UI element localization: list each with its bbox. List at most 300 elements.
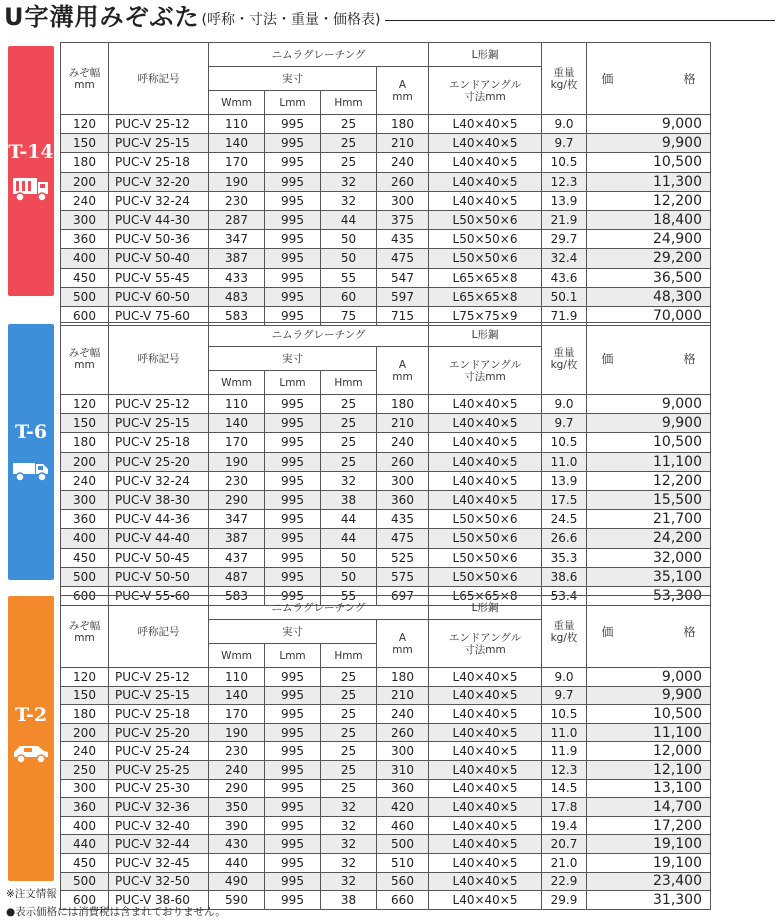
truck-icon [12, 175, 50, 203]
cell-w: 140 [209, 134, 265, 153]
cell-a: 300 [377, 191, 429, 210]
cell-price: 53,300 [587, 586, 711, 605]
cell-width: 450 [61, 268, 109, 287]
cell-angle: L40×40×5 [429, 134, 542, 153]
cell-w: 583 [209, 586, 265, 605]
cell-price: 24,200 [587, 529, 711, 548]
cell-price: 9,000 [587, 395, 711, 414]
cell-a: 260 [377, 172, 429, 191]
angle-title-header: L形鋼 [429, 596, 542, 620]
price-table [60, 42, 711, 326]
title-sub: (呼称・寸法・重量・価格表) [201, 12, 381, 28]
cell-width: 120 [61, 395, 109, 414]
cell-w: 170 [209, 433, 265, 452]
cell-model: PUC-V 75-60 [109, 306, 209, 325]
cell-h: 25 [321, 723, 377, 742]
table-row [61, 210, 711, 229]
cell-angle: L75×75×9 [429, 306, 542, 325]
col-width-header: みぞ幅 mm [61, 43, 109, 115]
cell-weight: 21.9 [542, 210, 587, 229]
cell-l: 995 [265, 452, 321, 471]
cell-price: 12,000 [587, 742, 711, 761]
grating-header: ニムラグレーチング [209, 323, 429, 347]
cell-price: 11,300 [587, 172, 711, 191]
cell-angle: L40×40×5 [429, 191, 542, 210]
cell-a: 500 [377, 835, 429, 854]
cell-a: 210 [377, 686, 429, 705]
truck-icon [12, 738, 50, 766]
cell-l: 995 [265, 471, 321, 490]
col-l-header: Lmm [265, 371, 321, 395]
cell-angle: L40×40×5 [429, 668, 542, 687]
col-h-header: Hmm [321, 644, 377, 668]
cell-w: 140 [209, 686, 265, 705]
cell-weight: 9.0 [542, 115, 587, 134]
cell-angle: L40×40×5 [429, 723, 542, 742]
cell-price: 10,500 [587, 433, 711, 452]
table-row [61, 686, 711, 705]
cell-h: 32 [321, 872, 377, 891]
table-row [61, 835, 711, 854]
cell-price: 9,000 [587, 115, 711, 134]
cell-width: 180 [61, 433, 109, 452]
cell-a: 475 [377, 249, 429, 268]
cell-w: 240 [209, 760, 265, 779]
cell-h: 25 [321, 134, 377, 153]
cell-h: 25 [321, 668, 377, 687]
cell-h: 25 [321, 433, 377, 452]
cell-width: 440 [61, 835, 109, 854]
cell-angle: L40×40×5 [429, 172, 542, 191]
cell-h: 25 [321, 705, 377, 724]
cell-l: 995 [265, 306, 321, 325]
cell-model: PUC-V 25-12 [109, 668, 209, 687]
cell-h: 32 [321, 172, 377, 191]
cell-weight: 43.6 [542, 268, 587, 287]
table-row [61, 268, 711, 287]
cell-w: 490 [209, 872, 265, 891]
cell-angle: L40×40×5 [429, 853, 542, 872]
table-row [61, 115, 711, 134]
table-row [61, 872, 711, 891]
table-row [61, 153, 711, 172]
cell-model: PUC-V 25-12 [109, 115, 209, 134]
cell-l: 995 [265, 668, 321, 687]
cell-price: 48,300 [587, 287, 711, 306]
cell-model: PUC-V 55-45 [109, 268, 209, 287]
cell-a: 240 [377, 705, 429, 724]
price-table [60, 322, 711, 606]
cell-weight: 20.7 [542, 835, 587, 854]
cell-price: 11,100 [587, 723, 711, 742]
cell-h: 32 [321, 853, 377, 872]
cell-h: 25 [321, 779, 377, 798]
cell-angle: L40×40×5 [429, 872, 542, 891]
cell-width: 500 [61, 872, 109, 891]
grating-header: ニムラグレーチング [209, 596, 429, 620]
cell-price: 24,900 [587, 230, 711, 249]
col-h-header: Hmm [321, 371, 377, 395]
actual-size-header: 実寸 [209, 347, 377, 371]
cell-h: 25 [321, 760, 377, 779]
cell-price: 36,500 [587, 268, 711, 287]
col-width-header: みぞ幅 mm [61, 596, 109, 668]
col-model-header: 呼称記号 [109, 596, 209, 668]
cell-width: 300 [61, 490, 109, 509]
cell-a: 597 [377, 287, 429, 306]
cell-price: 32,000 [587, 548, 711, 567]
cell-weight: 10.5 [542, 153, 587, 172]
cell-w: 287 [209, 210, 265, 229]
cell-l: 995 [265, 153, 321, 172]
cell-a: 300 [377, 742, 429, 761]
table-row [61, 287, 711, 306]
table-row [61, 510, 711, 529]
cell-h: 25 [321, 686, 377, 705]
cell-h: 32 [321, 835, 377, 854]
cell-price: 9,900 [587, 414, 711, 433]
cell-price: 12,200 [587, 471, 711, 490]
cell-w: 487 [209, 567, 265, 586]
cell-width: 200 [61, 172, 109, 191]
table-row [61, 414, 711, 433]
cell-model: PUC-V 44-36 [109, 510, 209, 529]
note-tax: ●表示価格には消費税は含まれておりません。 [6, 906, 226, 918]
cell-w: 583 [209, 306, 265, 325]
cell-weight: 10.5 [542, 705, 587, 724]
table-row [61, 742, 711, 761]
cell-model: PUC-V 25-15 [109, 134, 209, 153]
table-row [61, 529, 711, 548]
cell-w: 430 [209, 835, 265, 854]
table-row [61, 433, 711, 452]
cell-l: 995 [265, 510, 321, 529]
cell-width: 120 [61, 668, 109, 687]
cell-a: 420 [377, 798, 429, 817]
table-row [61, 490, 711, 509]
cell-l: 995 [265, 779, 321, 798]
cell-a: 475 [377, 529, 429, 548]
load-class-band [8, 46, 54, 296]
cell-w: 483 [209, 287, 265, 306]
cell-width: 360 [61, 510, 109, 529]
col-model-header: 呼称記号 [109, 43, 209, 115]
cell-w: 110 [209, 395, 265, 414]
col-w-header: Wmm [209, 371, 265, 395]
cell-angle: L40×40×5 [429, 490, 542, 509]
cell-l: 995 [265, 172, 321, 191]
cell-width: 400 [61, 816, 109, 835]
cell-angle: L40×40×5 [429, 816, 542, 835]
load-class-label: T-2 [14, 704, 48, 727]
cell-h: 25 [321, 414, 377, 433]
cell-w: 230 [209, 742, 265, 761]
cell-angle: L50×50×6 [429, 529, 542, 548]
cell-angle: L40×40×5 [429, 705, 542, 724]
col-angle-header: エンドアングル 寸法mm [429, 67, 542, 115]
note-title: ※注文情報 [6, 888, 57, 900]
cell-l: 995 [265, 835, 321, 854]
cell-weight: 22.9 [542, 872, 587, 891]
cell-width: 240 [61, 471, 109, 490]
cell-price: 31,300 [587, 891, 711, 910]
cell-model: PUC-V 50-40 [109, 249, 209, 268]
cell-a: 435 [377, 230, 429, 249]
cell-h: 25 [321, 395, 377, 414]
cell-angle: L40×40×5 [429, 760, 542, 779]
cell-width: 500 [61, 567, 109, 586]
cell-weight: 11.0 [542, 452, 587, 471]
cell-a: 240 [377, 153, 429, 172]
cell-model: PUC-V 25-18 [109, 153, 209, 172]
cell-w: 590 [209, 891, 265, 910]
cell-width: 150 [61, 134, 109, 153]
cell-a: 360 [377, 779, 429, 798]
cell-w: 190 [209, 723, 265, 742]
cell-l: 995 [265, 705, 321, 724]
cell-a: 260 [377, 452, 429, 471]
cell-angle: L50×50×6 [429, 567, 542, 586]
cell-model: PUC-V 50-36 [109, 230, 209, 249]
col-angle-header: エンドアングル 寸法mm [429, 620, 542, 668]
cell-a: 360 [377, 490, 429, 509]
cell-price: 19,100 [587, 835, 711, 854]
cell-angle: L40×40×5 [429, 891, 542, 910]
cell-l: 995 [265, 230, 321, 249]
cell-width: 600 [61, 306, 109, 325]
cell-model: PUC-V 32-24 [109, 471, 209, 490]
cell-h: 25 [321, 742, 377, 761]
cell-price: 35,100 [587, 567, 711, 586]
cell-h: 60 [321, 287, 377, 306]
cell-model: PUC-V 25-12 [109, 395, 209, 414]
cell-angle: L40×40×5 [429, 742, 542, 761]
cell-a: 310 [377, 760, 429, 779]
load-class-band [8, 596, 54, 881]
cell-h: 50 [321, 230, 377, 249]
cell-l: 995 [265, 891, 321, 910]
cell-width: 300 [61, 210, 109, 229]
title-main: U字溝用みぞぶた [4, 3, 200, 31]
cell-weight: 13.9 [542, 191, 587, 210]
cell-a: 210 [377, 414, 429, 433]
cell-angle: L40×40×5 [429, 779, 542, 798]
cell-angle: L50×50×6 [429, 249, 542, 268]
cell-angle: L40×40×5 [429, 153, 542, 172]
cell-angle: L40×40×5 [429, 452, 542, 471]
cell-a: 560 [377, 872, 429, 891]
cell-width: 400 [61, 249, 109, 268]
cell-l: 995 [265, 433, 321, 452]
load-class-label: T-14 [8, 141, 54, 163]
cell-weight: 35.3 [542, 548, 587, 567]
cell-width: 150 [61, 686, 109, 705]
col-a-header: A mm [377, 620, 429, 668]
cell-weight: 9.7 [542, 414, 587, 433]
cell-weight: 29.7 [542, 230, 587, 249]
cell-model: PUC-V 55-60 [109, 586, 209, 605]
cell-a: 210 [377, 134, 429, 153]
table-row [61, 798, 711, 817]
cell-width: 200 [61, 723, 109, 742]
table-row [61, 134, 711, 153]
col-price-header: 価 格 [587, 323, 711, 395]
cell-model: PUC-V 25-25 [109, 760, 209, 779]
cell-l: 995 [265, 191, 321, 210]
cell-l: 995 [265, 249, 321, 268]
cell-h: 32 [321, 191, 377, 210]
col-l-header: Lmm [265, 644, 321, 668]
cell-a: 300 [377, 471, 429, 490]
cell-width: 360 [61, 798, 109, 817]
cell-model: PUC-V 32-36 [109, 798, 209, 817]
cell-w: 170 [209, 705, 265, 724]
cell-h: 25 [321, 153, 377, 172]
angle-title-header: L形鋼 [429, 43, 542, 67]
cell-w: 290 [209, 490, 265, 509]
cell-w: 387 [209, 529, 265, 548]
cell-angle: L40×40×5 [429, 686, 542, 705]
cell-price: 15,500 [587, 490, 711, 509]
col-width-header: みぞ幅 mm [61, 323, 109, 395]
cell-a: 697 [377, 586, 429, 605]
cell-a: 525 [377, 548, 429, 567]
cell-price: 18,400 [587, 210, 711, 229]
cell-l: 995 [265, 414, 321, 433]
cell-angle: L40×40×5 [429, 433, 542, 452]
cell-model: PUC-V 25-18 [109, 433, 209, 452]
cell-angle: L50×50×6 [429, 230, 542, 249]
cell-weight: 21.0 [542, 853, 587, 872]
cell-w: 347 [209, 230, 265, 249]
page-title [4, 2, 380, 30]
cell-h: 38 [321, 891, 377, 910]
cell-width: 150 [61, 414, 109, 433]
cell-price: 29,200 [587, 249, 711, 268]
cell-a: 260 [377, 723, 429, 742]
cell-price: 12,200 [587, 191, 711, 210]
cell-angle: L50×50×6 [429, 210, 542, 229]
cell-angle: L65×65×8 [429, 287, 542, 306]
col-price-header: 価 格 [587, 596, 711, 668]
cell-w: 190 [209, 452, 265, 471]
cell-a: 180 [377, 668, 429, 687]
cell-angle: L50×50×6 [429, 548, 542, 567]
col-weight-header: 重量 kg/枚 [542, 596, 587, 668]
cell-w: 390 [209, 816, 265, 835]
cell-weight: 9.0 [542, 668, 587, 687]
cell-h: 25 [321, 115, 377, 134]
cell-l: 995 [265, 798, 321, 817]
cell-l: 995 [265, 287, 321, 306]
cell-l: 995 [265, 210, 321, 229]
cell-weight: 32.4 [542, 249, 587, 268]
title-rule [385, 20, 775, 21]
cell-weight: 10.5 [542, 433, 587, 452]
cell-l: 995 [265, 567, 321, 586]
cell-h: 32 [321, 798, 377, 817]
cell-model: PUC-V 32-50 [109, 872, 209, 891]
cell-w: 110 [209, 668, 265, 687]
table-row [61, 567, 711, 586]
cell-width: 200 [61, 452, 109, 471]
table-row [61, 723, 711, 742]
cell-w: 230 [209, 471, 265, 490]
cell-l: 995 [265, 586, 321, 605]
cell-weight: 14.5 [542, 779, 587, 798]
cell-a: 660 [377, 891, 429, 910]
table-row [61, 668, 711, 687]
cell-h: 55 [321, 268, 377, 287]
cell-price: 9,900 [587, 686, 711, 705]
cell-w: 170 [209, 153, 265, 172]
cell-weight: 9.0 [542, 395, 587, 414]
table-row [61, 853, 711, 872]
table-row [61, 705, 711, 724]
cell-model: PUC-V 25-15 [109, 686, 209, 705]
cell-width: 250 [61, 760, 109, 779]
cell-width: 120 [61, 115, 109, 134]
cell-h: 44 [321, 529, 377, 548]
cell-weight: 24.5 [542, 510, 587, 529]
col-w-header: Wmm [209, 644, 265, 668]
cell-model: PUC-V 25-15 [109, 414, 209, 433]
cell-weight: 53.4 [542, 586, 587, 605]
col-l-header: Lmm [265, 91, 321, 115]
cell-l: 995 [265, 490, 321, 509]
cell-width: 500 [61, 287, 109, 306]
table-row [61, 452, 711, 471]
grating-header: ニムラグレーチング [209, 43, 429, 67]
cell-model: PUC-V 38-30 [109, 490, 209, 509]
cell-w: 140 [209, 414, 265, 433]
cell-l: 995 [265, 816, 321, 835]
cell-angle: L40×40×5 [429, 835, 542, 854]
cell-model: PUC-V 25-20 [109, 452, 209, 471]
cell-price: 13,100 [587, 779, 711, 798]
table-row [61, 191, 711, 210]
cell-model: PUC-V 32-40 [109, 816, 209, 835]
cell-a: 435 [377, 510, 429, 529]
table-row [61, 395, 711, 414]
col-a-header: A mm [377, 67, 429, 115]
col-weight-header: 重量 kg/枚 [542, 323, 587, 395]
cell-angle: L40×40×5 [429, 414, 542, 433]
cell-a: 510 [377, 853, 429, 872]
actual-size-header: 実寸 [209, 67, 377, 91]
cell-a: 460 [377, 816, 429, 835]
cell-a: 375 [377, 210, 429, 229]
cell-weight: 9.7 [542, 134, 587, 153]
cell-model: PUC-V 25-24 [109, 742, 209, 761]
cell-l: 995 [265, 723, 321, 742]
cell-weight: 9.7 [542, 686, 587, 705]
cell-weight: 19.4 [542, 816, 587, 835]
cell-l: 995 [265, 760, 321, 779]
cell-w: 290 [209, 779, 265, 798]
cell-h: 50 [321, 548, 377, 567]
cell-width: 240 [61, 742, 109, 761]
table-row [61, 816, 711, 835]
cell-w: 350 [209, 798, 265, 817]
cell-weight: 11.0 [542, 723, 587, 742]
cell-weight: 13.9 [542, 471, 587, 490]
cell-model: PUC-V 25-18 [109, 705, 209, 724]
cell-price: 21,700 [587, 510, 711, 529]
cell-w: 347 [209, 510, 265, 529]
load-class-band [8, 324, 54, 580]
cell-price: 10,500 [587, 705, 711, 724]
